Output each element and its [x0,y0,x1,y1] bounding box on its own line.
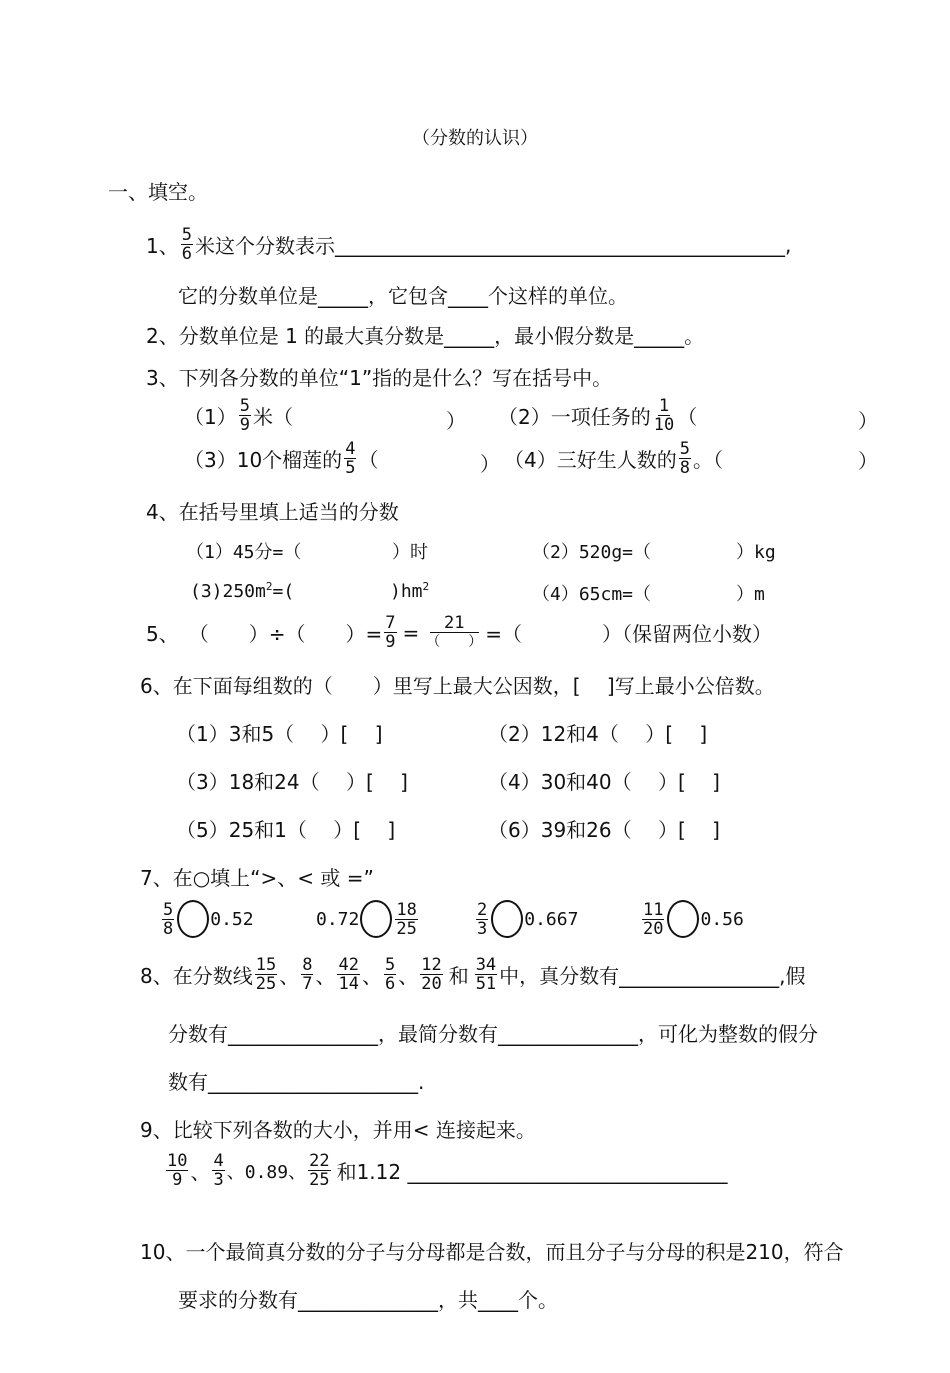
compare-circle[interactable] [491,900,523,938]
fraction: $\frac{5}{8}$ [163,899,174,939]
question-number: 3、 [146,366,179,390]
fraction: $\frac{15}{25}$ [255,955,277,994]
fraction: $\frac{7}{9}$ [385,613,396,652]
answer-blank[interactable]: _____________________________________________, [334,232,792,257]
fraction: $\frac{4}{3}$ [213,1151,224,1190]
fraction: $\frac{42}{14}$ [338,955,359,994]
fraction: $\frac{5}{8}$ [679,439,690,478]
question-10-line2: 要求的分数有______________，共____个。 [178,1288,558,1312]
section-heading: 一、填空。 [108,180,208,204]
question-8-line2: 分数有_______________，最简分数有______________，可化为整数的假分 [168,1022,818,1046]
page-title: （分数的认识） [412,128,538,149]
q4-item-3-unit: )$hm^2$ [390,580,430,602]
question-text: 在括号里填上适当的分数 [178,500,399,524]
q6-item: （6）39和26（ ）[ ] [488,818,720,842]
question-text: 下列各分数的单位“1”指的是什么？写在括号中。 [178,366,613,390]
question-number: 2、 [146,324,179,348]
q3-item-2-close: ） [858,409,878,433]
question-number: 8、 [140,964,173,988]
fraction: $\frac{11}{20}$ [643,899,664,939]
fraction: $\frac{18}{25}$ [396,899,417,939]
q4-item-1: （1）45分=（ [186,542,302,563]
q3-item-4: （4）三好生人数的 $\frac{5}{8}$ 。（ [504,439,723,478]
q3-item-2: （2）一项任务的 $\frac{1}{10}$ （ [498,396,698,435]
q4-item-1-unit: ）时 [392,542,428,563]
question-text: 米这个分数表示 [194,234,335,258]
fraction: $\frac{21}{( )}$ [426,613,483,650]
question-8-line3: 数有_____________________. [168,1070,425,1094]
question-number: 5、 [146,622,179,646]
question-1-line2: 它的分数单位是_____，它包含____个这样的单位。 [178,284,628,308]
question-number: 4、 [146,500,179,524]
question-3 [146,362,612,391]
question-number: 7、 [140,866,173,890]
compare-circle[interactable] [360,900,392,938]
q4-item-4: （4）65cm=（ [532,584,652,605]
q3-item-1: （1） $\frac{5}{9}$ 米（ [184,396,293,435]
fraction: $\frac{12}{20}$ [421,955,442,994]
q3-item-3: （3）10个榴莲的 $\frac{4}{5}$ （ [184,439,379,478]
q7-compare-1: $\frac{5}{8}$ 0.52 [163,899,254,939]
q4-item-3: $(3)250m^2=$( [190,580,295,602]
fraction: $\frac{2}{3}$ [477,899,488,939]
q4-item-2-unit: ）kg [736,542,776,563]
q6-item: （1）3和5（ ）[ ] [176,722,383,746]
question-number: 10、 [140,1240,186,1264]
q6-item: （3）18和24（ ）[ ] [176,770,408,794]
question-5: 5、 （ ）÷（ ）= $\frac{7}{9}$ = $\frac{21}{( )}$ =（ ）（保留两位小数） [146,613,773,652]
question-number: 1、 [146,234,179,258]
question-1 [146,226,791,263]
compare-circle[interactable] [177,900,209,938]
fraction: $\frac{5}{6}$ [181,225,192,264]
compare-circle[interactable] [667,900,699,938]
q6-item: （2）12和4（ ）[ ] [488,722,708,746]
question-text: 一个最简真分数的分子与分母都是合数，而且分子与分母的积是210，符合 [185,1240,844,1264]
question-text: 在下面每组数的（ ）里写上最大公因数，[ ]写上最小公倍数。 [172,674,775,698]
question-4 [146,496,399,525]
q4-item-4-unit: ）m [736,584,765,605]
q4-item-2: （2）520g=（ [532,542,652,563]
question-text: 在○填上“>、< 或 =” [172,866,374,890]
question-9 [140,1114,536,1143]
question-2 [146,320,704,349]
fraction: $\frac{4}{5}$ [345,439,356,478]
fraction: $\frac{34}{51}$ [475,955,497,994]
fraction: $\frac{5}{9}$ [239,396,250,435]
question-number: 6、 [140,674,173,698]
q7-compare-2: 0.72 $\frac{18}{25}$ [316,899,417,939]
fraction: $\frac{5}{6}$ [384,955,396,994]
q7-compare-4: $\frac{11}{20}$ 0.56 [643,899,744,939]
fraction: $\frac{8}{7}$ [302,955,313,994]
q6-item: （4）30和40（ ）[ ] [488,770,720,794]
question-6 [140,670,775,699]
q6-item: （5）25和1（ ）[ ] [176,818,396,842]
question-10 [140,1236,844,1265]
q9-numbers: $\frac{10}{9}$ 、 $\frac{4}{3}$ 、0.89、 $\frac{22}{25}$ 和1.12 ________________________________ [167,1151,728,1190]
q3-item-3-close: ） [480,452,500,476]
fraction: $\frac{22}{25}$ [309,1151,330,1190]
q3-item-4-close: ） [858,449,878,473]
fraction: $\frac{1}{10}$ [653,396,675,435]
question-7 [140,862,374,891]
q3-item-1-close: ） [446,409,466,433]
fraction: $\frac{10}{9}$ [167,1151,188,1190]
question-text: 分数单位是 1 的最大真分数是_____，最小假分数是_____。 [178,324,705,348]
question-text: 比较下列各数的大小，并用< 连接起来。 [172,1118,536,1142]
q7-compare-3: $\frac{2}{3}$ 0.667 [477,899,579,939]
question-8: 8、 在分数线 $\frac{15}{25}$ 、 $\frac{8}{7}$ 、 $\frac{42}{14}$ 、 $\frac{5}{6}$ 、 $\frac{12}{20}$ 和 $\frac{34}{51}$ 中，真分数有________________,假 [140,955,806,994]
question-number: 9、 [140,1118,173,1142]
